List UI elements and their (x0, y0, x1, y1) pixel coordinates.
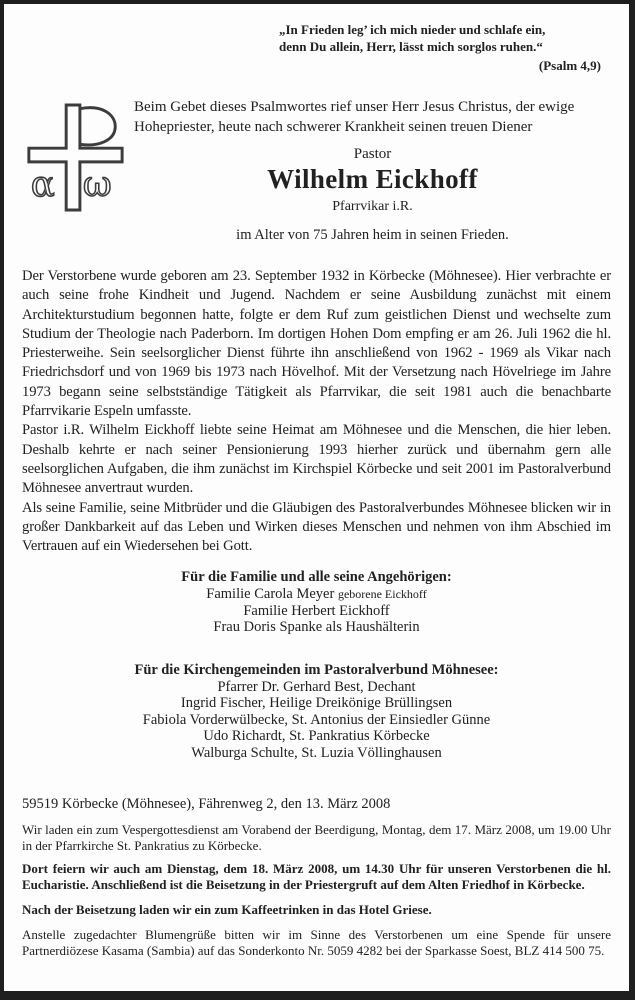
svg-text:α: α (30, 164, 55, 206)
intro-text: Beim Gebet dieses Psalmwortes rief unser Herr Jesus Christus, der ewige Hohepriester, heute nach schwerer Krankheit seinen treuen Diener (134, 99, 575, 135)
biography-text (22, 267, 611, 556)
parish-member: Udo Richardt, St. Pankratius Körbecke (203, 728, 430, 745)
farewell-paragraph: Als seine Familie, seine Mitbrüder und die Gläubigen des Pastoralverbundes Möhnesee blicken wir in großer Dankbarkeit auf das Leben und Wirken dieses Menschen und nehmen von ihm Abschied im Vertrauen auf ein Wiedersehen bei Gott. (22, 499, 611, 555)
psalm-quote-line2: denn Du allein, Herr, lässt mich sorglos ruhen.“ (279, 39, 543, 54)
family-section-heading: Für die Familie und alle seine Angehörigen: (181, 569, 452, 586)
header-content (134, 98, 611, 245)
parish-member: Walburga Schulte, St. Luzia Völlinghausen (191, 744, 442, 761)
donation-notice: Anstelle zugedachter Blumengrüße bitten wir im Sinne des Verstorbenen um eine Spende für unsere Partnerdiözese Kasama (Sambia) auf das Sonderkonto Nr. 5059 4282 bei der Sparkasse Soest, BLZ 414 500 75. (22, 927, 611, 959)
pfarrvikar-subtitle: Pfarrvikar i.R. (332, 199, 413, 214)
family-member-suffix: geborene Eickhoff (337, 587, 427, 602)
parish-section (22, 662, 611, 762)
parish-member: Ingrid Fischer, Heilige Dreikönige Brüllingsen (180, 695, 453, 712)
parish-section-heading: Für die Kirchengemeinden im Pastoralverbund Möhnesee: (134, 661, 499, 678)
parish-member: Pfarrer Dr. Gerhard Best, Dechant (217, 678, 416, 695)
chi-rho-icon (22, 100, 128, 214)
psalm-quote-line1: „In Frieden leg’ ich mich nieder und schlafe ein, (279, 22, 546, 37)
psalm-quote (279, 21, 601, 74)
parish-member: Fabiola Vorderwülbecke, St. Antonius der Einsiedler Günne (142, 711, 491, 728)
family-member-name: Familie Carola Meyer (206, 586, 335, 603)
coffee-invitation-notice: Nach der Beisetzung laden wir ein zum Kaffeetrinken in das Hotel Griese. (22, 902, 432, 918)
address-date-line: 59519 Körbecke (Möhnesee), Fährenweg 2, den 13. März 2008 (22, 796, 391, 813)
funeral-service-notice: Dort feiern wir auch am Dienstag, dem 18. März 2008, um 14.30 Uhr für unseren Verstorbenen die hl. Eucharistie. Anschließend ist die Beisetzung in der Priestergruft auf dem Alten Friedhof in Körbecke. (22, 861, 611, 893)
deceased-name: Wilhelm Eickhoff (267, 164, 478, 194)
header-row (22, 98, 611, 245)
obituary-card (4, 4, 629, 991)
biography-paragraph-1: Der Verstorbene wurde geboren am 23. September 1932 in Körbecke (Möhnesee). Hier verbrachte er auch seine frohe Kindheit und Jugend. Nachdem er seine Ausbildung zunächst mit einem Architekturstudium begonnen hatte, folgte er dem Ruf zum geistlichen Dienst und wechselte zum Studium der Theologie nach Paderborn. Im dortigen Hohen Dom empfing er am 26. Juli 1962 die hl. Priesterweihe. Sein seelsorglicher Dienst führte ihn anschließend von 1962 - 1969 als Vikar nach Friedrichsdorf und von 1969 bis 1973 nach Hövelhof. Mit der Versetzung nach Hövelriege im Jahre 1973 begann seine selbstständige Tätigkeit als Pfarrvikar, die seit 1981 auch die benachbarte Pfarrvikarie Espeln umfasste. (22, 268, 611, 420)
family-section (22, 569, 611, 636)
family-member: Frau Doris Spanke als Haushälterin (213, 619, 420, 636)
pastor-title: Pastor (353, 146, 392, 162)
vesper-service-notice: Wir laden ein zum Vespergottesdienst am Vorabend der Beerdigung, Montag, dem 17. März 2008, um 19.00 Uhr in der Pfarrkirche St. Pankratius zu Körbecke. (22, 822, 611, 854)
family-member: Familie Herbert Eickhoff (243, 602, 390, 619)
family-member (22, 586, 611, 603)
age-line: im Alter von 75 Jahren heim in seinen Frieden. (236, 227, 509, 243)
svg-text:ω: ω (82, 164, 112, 206)
psalm-reference: (Psalm 4,9) (538, 58, 601, 73)
biography-paragraph-2: Pastor i.R. Wilhelm Eickhoff liebte seine Heimat am Möhnesee und die Menschen, die hier leben. Deshalb kehrte er nach seiner Pensionierung 1993 hierher zurück und übernahm gern alle seelsorglichen Aufgaben, die ihm zunächst im Kirchspiel Körbecke und seit 2001 im Pastoralverbund Möhnesee anvertraut wurden. (22, 422, 611, 497)
